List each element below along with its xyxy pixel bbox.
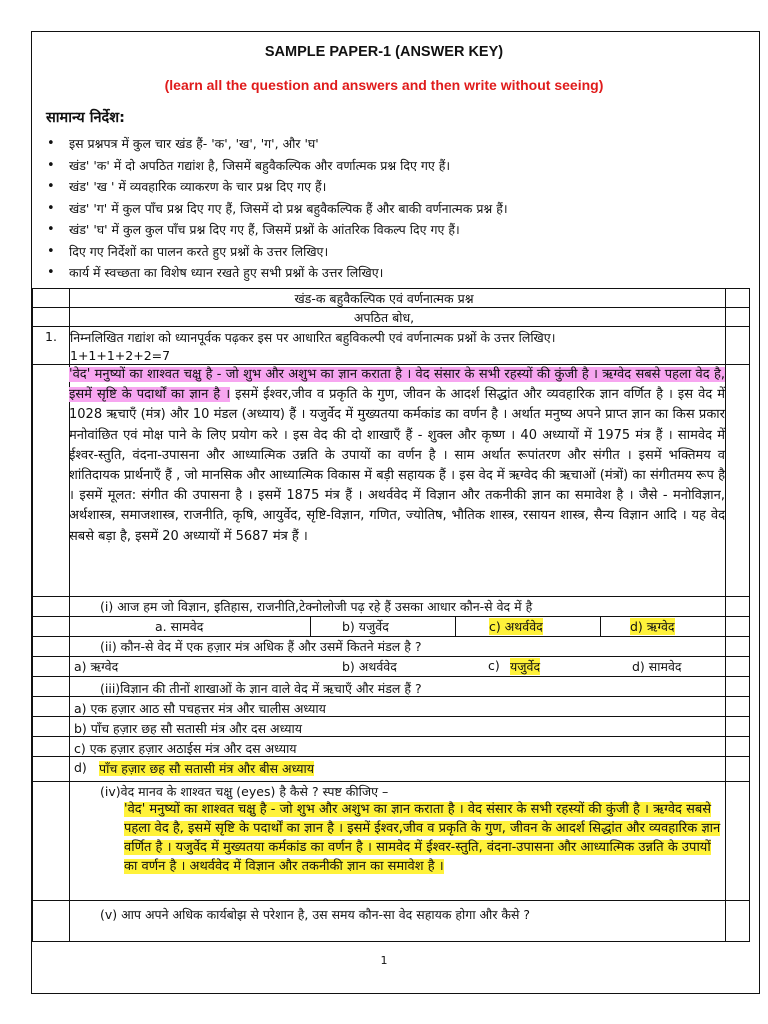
option-d: d) ऋग्वेद <box>630 619 675 634</box>
question-4-answer <box>124 800 722 876</box>
instruction-item: • खंड' 'ग' में कुल पाँच प्रश्न दिए गए हैं, जिसमें दो प्रश्न बहुवैकल्पिक हैं और बाकी वर्णनात्मक प्रश्न हैं। <box>45 198 508 220</box>
table-rule <box>32 636 750 637</box>
option-d-label: d) <box>74 760 87 775</box>
instruction-item: • खंड' 'ख ' में व्यवहारिक व्याकरण के चार प्रश्न दिए गए हैं। <box>45 176 508 198</box>
table-rule <box>32 781 750 782</box>
table-rule <box>32 307 750 308</box>
table-border-left <box>32 288 33 942</box>
instruction-item: • दिए गए निर्देशों का पालन करते हुए प्रश्नों के उत्तर लिखिए। <box>45 241 508 263</box>
option-c: c) <box>488 658 504 673</box>
question-5-text: (v) आप अपने अधिक कार्यबोझ से परेशान है, उस समय कौन-सा वेद सहायक होगा और कैसे ? <box>100 907 531 922</box>
question-4-text: (iv)वेद मानव के शाश्वत चक्षु (eyes) है कैसे ? स्पष्ट कीजिए – <box>100 784 389 799</box>
sub-heading: अपठित बोध, <box>353 310 415 325</box>
option-b: b) अथर्ववेद <box>342 659 397 674</box>
option-divider <box>600 616 601 636</box>
passage-highlight: 'वेद' मनुष्यों का शाश्वत चक्षु है - जो शुभ और अशुभ का ज्ञान कराता है । वेद संसार के सभी रहस्यों की कुंजी है । ऋग्वेद सबसे पहला वेद है, इसमें सृष्टि के पदार्थों का ज्ञान है । <box>69 367 725 403</box>
instruction-item: • इस प्रश्नपत्र में कुल चार खंड हैं- 'क', 'ख', 'ग', और 'घ' <box>45 133 508 155</box>
option-c-answer: यजुर्वेद <box>510 659 541 674</box>
page-number: 1 <box>380 954 388 967</box>
instruction-item: • खंड' 'क' में दो अपठित गद्यांश है, जिसमें बहुवैकल्पिक और वर्णात्मक प्रश्न दिए गए हैं। <box>45 155 508 177</box>
table-rule <box>32 596 750 597</box>
page-title: SAMPLE PAPER-1 (ANSWER KEY) <box>264 44 504 60</box>
table-border-right <box>749 288 750 942</box>
question-text: निम्नलिखित गद्यांश को ध्यानपूर्वक पढ़कर इस पर आधारित बहुविकल्पी एवं वर्णनात्मक प्रश्नों के उत्तर लिखिए। <box>70 330 556 345</box>
option-d <box>99 760 314 777</box>
instruction-item: • खंड' 'घ' में कुल कुल पाँच प्रश्न दिए गए हैं, जिसमें प्रश्नों के आंतरिक विकल्प दिए गए हैं। <box>45 219 508 241</box>
question-2-text: (ii) कौन-से वेद में एक हज़ार मंत्र अधिक हैं और उसमें कितने मंडल है ? <box>100 639 422 654</box>
general-instructions-heading: सामान्य निर्देश: <box>46 110 125 126</box>
section-heading: खंड-क बहुवैकल्पिक एवं वर्णनात्मक प्रश्न <box>294 291 474 306</box>
table-divider <box>725 288 726 942</box>
instructions-list <box>45 133 508 284</box>
table-rule <box>32 326 750 327</box>
option-c: c) एक हज़ार हज़ार अठाईस मंत्र और दस अध्याय <box>74 741 297 756</box>
marks-breakdown: 1+1+1+2+2=7 <box>70 348 171 363</box>
options-row <box>70 616 724 636</box>
instruction-item: • कार्य में स्वच्छता का विशेष ध्यान रखते हुए सभी प्रश्नों के उत्तर लिखिए। <box>45 262 508 284</box>
option-b: b) यजुर्वेद <box>342 619 389 634</box>
option-a: a) एक हज़ार आठ सौ पचहत्तर मंत्र और चालीस अध्याय <box>74 701 326 716</box>
question-3-text: (iii)विज्ञान की तीनों शाखाओं के ज्ञान वाले वेद में ऋचाएँ और मंडल हैं ? <box>100 681 422 696</box>
table-rule <box>32 288 750 289</box>
option-divider <box>455 616 456 636</box>
question-1-text: (i) आज हम जो विज्ञान, इतिहास, राजनीति,टेक्नोलोजी पढ़ रहे हैं उसका आधार कौन-से वेद में है <box>100 599 533 614</box>
question-number: 1. <box>45 329 57 344</box>
page-subtitle: (learn all the question and answers and then write without seeing) <box>164 77 604 93</box>
table-rule <box>32 900 750 901</box>
option-divider <box>310 616 311 636</box>
passage-text: इसमें ईश्वर,जीव व प्रकृति के गुण, जीवन के आदर्श सिद्धांत और व्यवहारिक ज्ञान वर्णित है । इस वेद में 1028 ऋचाएँ (मंत्र) और 10 मंडल (अध्याय) हैं । यजुर्वेद में मुख्यतया कर्मकांड का वर्णन है । अर्थात मनुष्य अपने प्राप्त ज्ञान का किस प्रकार मनोवांछित एवं मोक्ष पाने के लिए प्रयोग करे । इस वेद की दो शाखाएँ हैं - शुक्ल और कृष्ण । 40 अध्यायों में 1975 मंत्र हैं । सामवेद में ईश्वर-स्तुति, वंदना-उपासना और आध्यात्मिक उन्नति के उपायों का वर्णन है । साम अर्थात रूपांतरण और संगीत । इसमें भक्तिमय व शांतिदायक प्रार्थनाएँ हैं , जो मानसिक और आध्यात्मिक विकास में बड़ी सहायक हैं । इस वेद में ऋग्वेद की ऋचाओं (मंत्रों) का संगीतमय रूप है । इसमें मूलत: संगीत की उपासना है । इसमें 1875 मंत्र हैं । अथर्ववेद में विज्ञान और तकनीकी ज्ञान का समावेश है । जैसे - मनोविज्ञान, अर्थशास्त्र, समाजशास्त्र, राजनीति, कृषि, आयुर्वेद, सृष्टि-विज्ञान, गणित, ज्योतिष, भौतिक शास्त्र, रसायन शास्त्र, सैन्य विज्ञान आदि । यह वेद सबसे बड़ा है, इसमें 20 अध्यायों में 5687 मंत्र हैं । <box>69 387 726 544</box>
table-rule <box>32 941 750 942</box>
options-row <box>70 656 724 676</box>
option-d: d) सामवेद <box>632 659 682 674</box>
answer-text: 'वेद' मनुष्यों का शाश्वत चक्षु है - जो शुभ और अशुभ का ज्ञान कराता है । वेद संसार के सभी रहस्यों की कुंजी है । ऋग्वेद सबसे पहला वेद है, इसमें सृष्टि के पदार्थों का ज्ञान है । इसमें ईश्वर,जीव व प्रकृति के गुण, जीवन के आदर्श सिद्धांत और व्यवहारिक ज्ञान वर्णित है । यजुर्वेद में मुख्यतया कर्मकांड का वर्णन है । सामवेद में ईश्वर-स्तुति, वंदना-उपासना और आध्यात्मिक उन्नति के उपायों का वर्णन है । अथर्ववेद में विज्ञान और तकनीकी ज्ञान का समावेश है । <box>124 802 721 874</box>
option-c: c) अथर्ववेद <box>489 619 543 634</box>
option-a: a) ऋग्वेद <box>74 659 119 674</box>
unseen-passage <box>69 365 725 547</box>
option-b: b) पाँच हज़ार छह सौ सतासी मंत्र और दस अध्याय <box>74 721 303 736</box>
option-a: a. सामवेद <box>155 619 204 634</box>
table-rule <box>32 676 750 677</box>
option-d-answer: पाँच हज़ार छह सौ सतासी मंत्र और बीस अध्याय <box>99 761 315 776</box>
